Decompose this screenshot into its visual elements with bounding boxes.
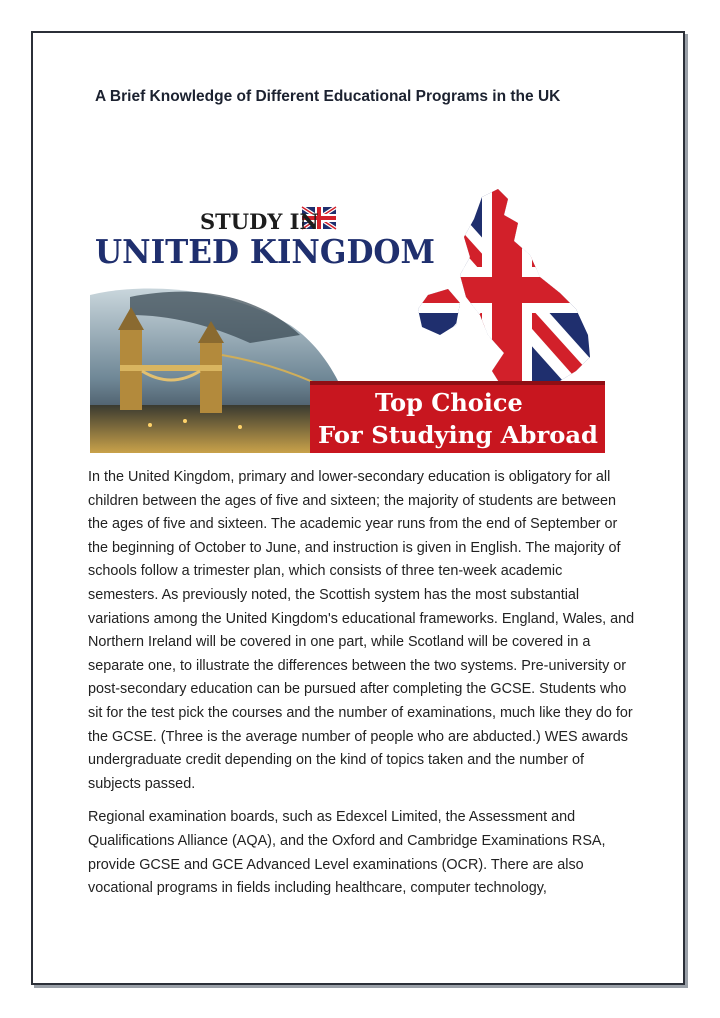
badge-for-studying-abroad: For Studying Abroad (318, 422, 598, 449)
article-body (88, 466, 636, 911)
banner-study-in: STUDY IN (200, 209, 319, 234)
paragraph-1: In the United Kingdom, primary and lower-secondary education is obligatory for all children between the ages of five and sixteen; the majority of students are between the ages of five and sixteen. The academic year runs from the end of September or the beginning of October to June, and instruction is given in English. The majority of schools follow a trimester plan, which consists of three ten-week academic semesters. As previously noted, the Scottish system has the most substantial variations among the United Kingdom's educational frameworks. England, Wales, and Northern Ireland will be covered in one part, while Scotland will be covered in a separate one, to illustrate the differences between the two systems. Pre-university or post-secondary education can be pursued after completing the GCSE. Students who sit for the test pick the courses and the number of examinations, much like they do for the GCSE. (Three is the average number of people who are abducted.) WES awards undergraduate credit depending on the kind of topics taken and the number of subjects passed. (88, 469, 635, 792)
paragraph-2: Regional examination boards, such as Edexcel Limited, the Assessment and Qualifications Alliance (AQA), and the Oxford and Cambridge Examinations RSA, provide GCSE and GCE Advanced Level examinations (OCR). There are also vocational programs in fields including healthcare, computer technology, (88, 809, 606, 897)
document-title: A Brief Knowledge of Different Educational Programs in the UK (95, 88, 561, 105)
badge-top-choice: Top Choice (375, 388, 523, 417)
study-in-uk-banner (90, 185, 605, 453)
banner-united-kingdom: UNITED KINGDOM (95, 232, 435, 271)
